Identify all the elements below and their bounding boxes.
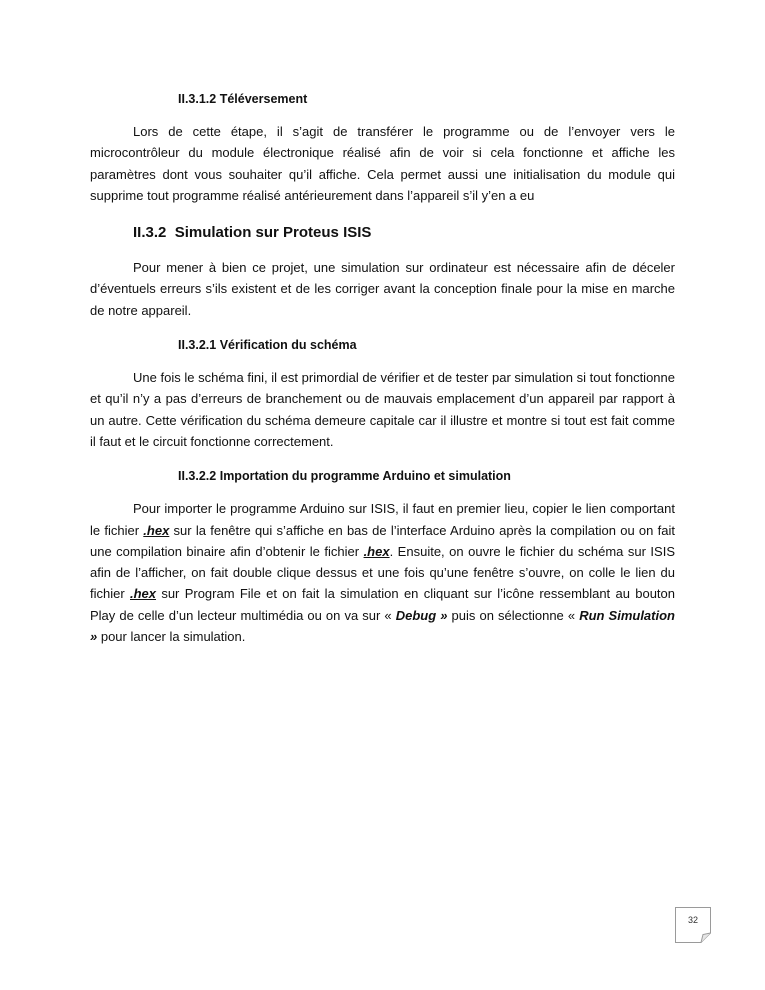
heading-number: II.3.2.2 — [178, 469, 217, 484]
debug-menu-term: Debug » — [395, 607, 448, 623]
heading-importation-programme — [178, 465, 675, 487]
heading-number: II.3.2 — [133, 224, 167, 242]
heading-televersement — [178, 88, 675, 110]
paragraph-televersement: Lors de cette étape, il s’agit de transférer le programme ou de l’envoyer vers le microcontrôleur du module électronique réalisé afin de voir si cela fonctionne et affiche les paramètres dont vous souhaiter qu’il affiche. Cela permet aussi une initialisation du module qui supprime tout programme réalisé antérieurement dans l’appareil s’il y’en a eu — [90, 124, 675, 203]
paragraph-verification-schema: Une fois le schéma fini, il est primordial de vérifier et de tester par simulation si tout fonctionne et qu’il n’y a pas d’erreurs de branchement ou de mauvais emplacement d’un appareil par rapport à un autre. Cette vérification du schéma demeure capitale car il illustre et montre si tout est fait comme il faut et le circuit fonctionne correctement. — [90, 370, 675, 449]
page-curl-icon — [675, 907, 711, 943]
page-number-box — [675, 907, 711, 943]
heading-simulation-proteus — [133, 220, 675, 246]
heading-title: Simulation sur Proteus ISIS — [174, 224, 372, 242]
document-page — [90, 88, 675, 647]
paragraph-simulation-proteus: Pour mener à bien ce projet, une simulation sur ordinateur est nécessaire afin de déceler d’éventuels erreurs s’ils existent et de les corriger avant la conception finale pour la mise en marche de notre appareil. — [90, 260, 675, 318]
page-number: 32 — [687, 915, 698, 925]
hex-file-term: .hex — [143, 522, 170, 538]
heading-number: II.3.2.1 — [178, 338, 217, 353]
hex-file-term: .hex — [363, 543, 390, 559]
heading-number: II.3.1.2 — [178, 92, 217, 106]
heading-title: Importation du programme Arduino et simulation — [219, 469, 511, 484]
paragraph-importation-programme: Pour importer le programme Arduino sur ISIS, il faut en premier lieu, copier le lien comportant le fichier .hex sur la fenêtre qui s’affiche en bas de l’interface Arduino après la compilation ou on fait une compilation binaire afin d’obtenir le fichier .hex. Ensuite, on ouvre le fichier du schéma sur ISIS afin de l’afficher, on fait double clique dessus et une fois qu’une fenêtre s’ouvre, on colle le lien du fichier .hex sur Program File et on fait la simulation en cliquant sur l’icône ressemblant au bouton Play de celle d’un lecteur multimédia ou on va sur « Debug » puis on sélectionne « Run Simulation » pour lancer la simulation. — [90, 501, 676, 645]
run-simulation-term: Run Simulation » — [90, 607, 675, 645]
heading-title: Téléversement — [219, 92, 308, 106]
hex-file-term: .hex — [130, 586, 157, 602]
heading-verification-schema — [178, 334, 675, 356]
heading-title: Vérification du schéma — [219, 338, 357, 353]
